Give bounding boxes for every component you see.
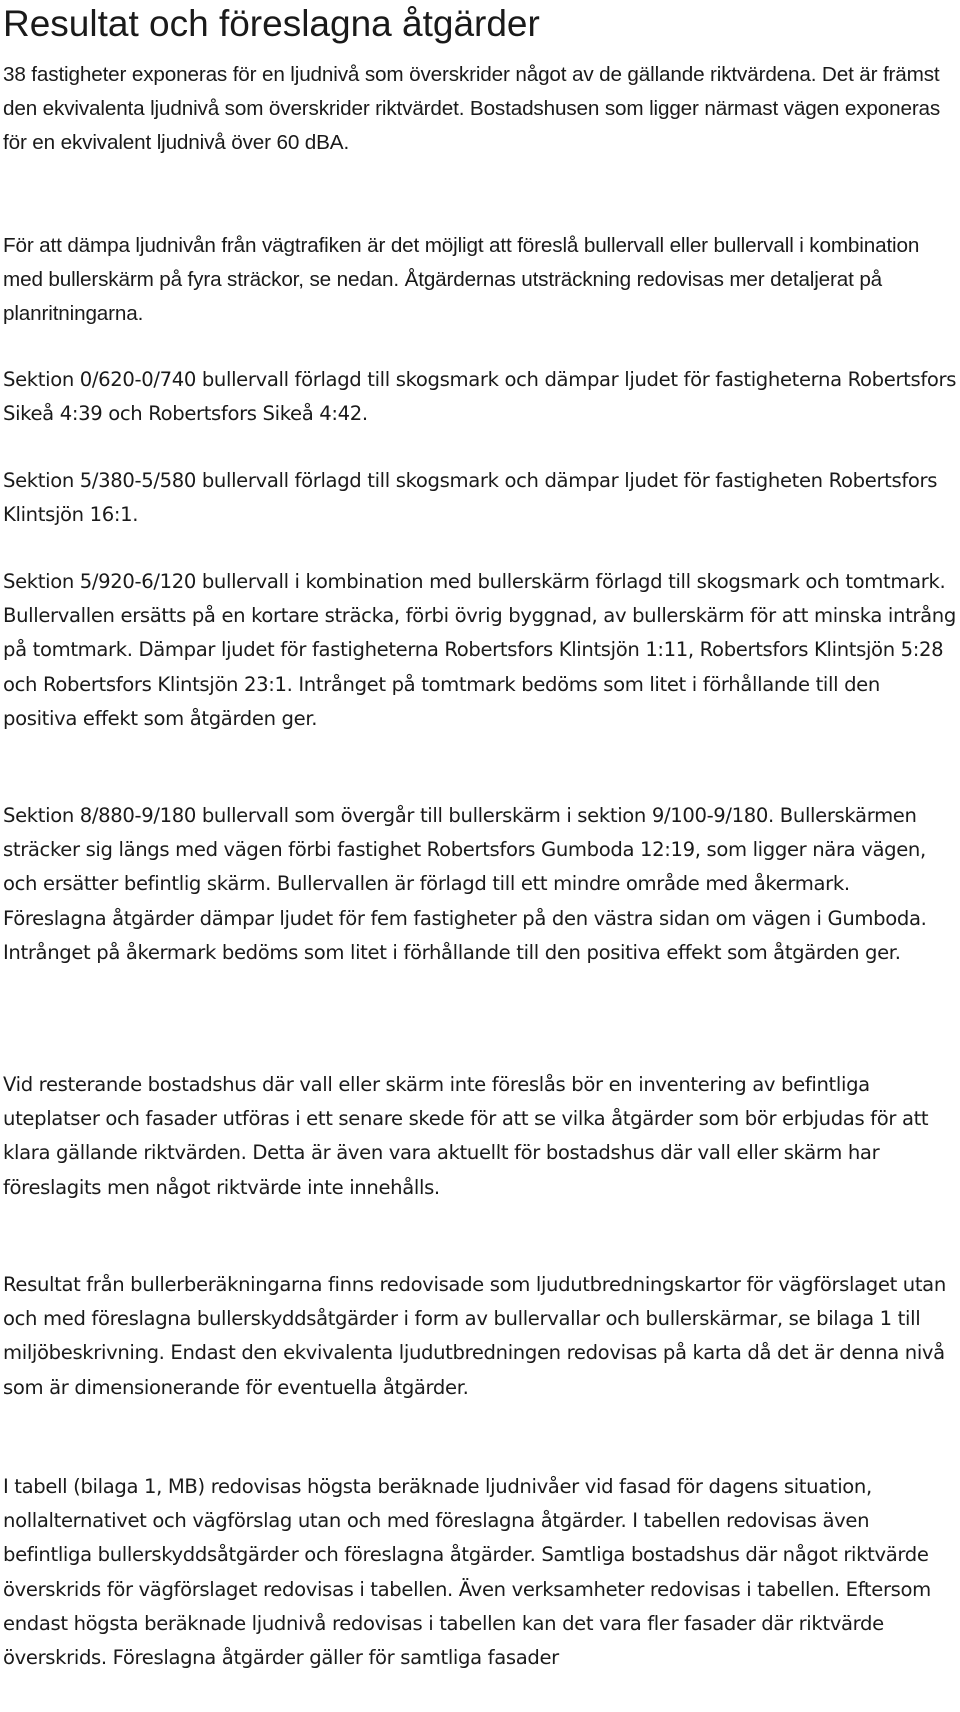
paragraph-calculation-results: Resultat från bullerberäkningarna finns redovisade som ljudutbredningskartor för vägförslaget utan och med föreslagna bullerskyddsåtgärder i form av bullervallar och bullerskärmar, se bilaga 1 till miljöbeskrivning. Endast den ekvivalenta ljudutbredningen redovisas på karta då det är denna nivå som är dimensionerande för eventuella åtgärder. — [3, 1273, 946, 1399]
paragraph-section-5380-5580: Sektion 5/380-5/580 bullervall förlagd till skogsmark och dämpar ljudet för fastigheten Robertsfors Klintsjön 16:1. — [3, 469, 938, 527]
paragraph-section-5920-6120: Sektion 5/920-6/120 bullervall i kombination med bullerskärm förlagd till skogsmark och tomtmark. Bullervallen ersätts på en kortare sträcka, förbi övrig byggnad, av bullerskärm för att minska intrång på tomtmark. Dämpar ljudet för fastigheterna Robertsfors Klintsjön 1:11, Robertsfors Klintsjön 5:28 och Robertsfors Klintsjön 23:1. Intrånget på tomtmark bedöms som litet i förhållande till den positiva effekt som åtgärden ger. — [3, 570, 956, 730]
paragraph-table-description: I tabell (bilaga 1, MB) redovisas högsta beräknade ljudnivåer vid fasad för dagens situation, nollalternativet och vägförslag utan och med föreslagna åtgärder. I tabellen redovisas även befintliga bullerskyddsåtgärder och föreslagna åtgärder. Samtliga bostadshus där något riktvärde överskrids för vägförslaget redovisas i tabellen. Även verksamheter redovisas i tabellen. Eftersom endast högsta beräknade ljudnivå redovisas i tabellen kan det vara fler fasader där riktvärde överskrids. Föreslagna åtgärder gäller för samtliga fasader — [3, 1475, 931, 1670]
section-heading: Resultat och föreslagna åtgärder — [3, 3, 540, 44]
paragraph-section-8880-9180: Sektion 8/880-9/180 bullervall som övergår till bullerskärm i sektion 9/100-9/180. Bullerskärmen sträcker sig längs med vägen förbi fastighet Robertsfors Gumboda 12:19, som ligger nära vägen, och ersätter befintlig skärm. Bullervallen är förlagd till ett mindre område med åkermark. Föreslagna åtgärder dämpar ljudet för fem fastigheter på den västra sidan om vägen i Gumboda. Intrånget på åkermark bedöms som litet i förhållande till den positiva effekt som åtgärden ger. — [3, 804, 927, 964]
paragraph-noise-mitigation-intro: För att dämpa ljudnivån från vägtrafiken är det möjligt att föreslå bullervall eller bullervall i kombination med bullerskärm på fyra sträckor, se nedan. Åtgärdernas utsträckning redovisas mer detaljerat på planritningarna. — [3, 234, 920, 326]
paragraph-remaining-houses: Vid resterande bostadshus där vall eller skärm inte föreslås bör en inventering av befintliga uteplatser och fasader utföras i ett senare skede för att se vilka åtgärder som bör erbjudas för att klara gällande riktvärden. Detta är även vara aktuellt för bostadshus där vall eller skärm har föreslagits men något riktvärde inte innehålls. — [3, 1073, 929, 1199]
paragraph-exposure-summary: 38 fastigheter exponeras för en ljudnivå som överskrider något av de gällande riktvärdena. Det är främst den ekvivalenta ljudnivå som överskrider riktvärdet. Bostadshusen som ligger närmast vägen exponeras för en ekvivalent ljudnivå över 60 dBA. — [3, 63, 941, 155]
paragraph-section-0620-0740: Sektion 0/620-0/740 bullervall förlagd till skogsmark och dämpar ljudet för fastigheterna Robertsfors Sikeå 4:39 och Robertsfors Sikeå 4:42. — [3, 368, 957, 426]
